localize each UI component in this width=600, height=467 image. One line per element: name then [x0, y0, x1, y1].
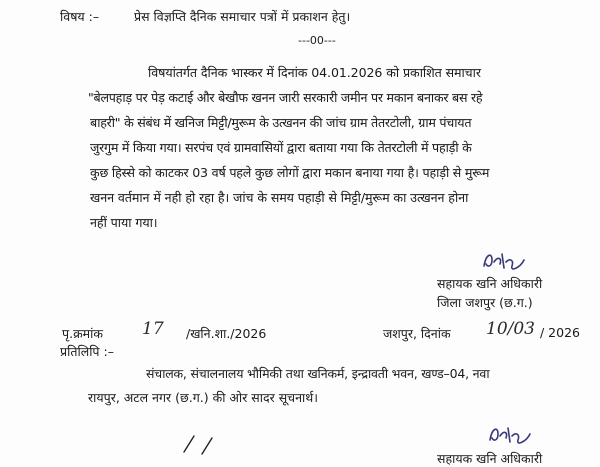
- signatory-office: जिला जशपुर (छ.ग.): [437, 295, 533, 310]
- signature-mark: [480, 248, 528, 274]
- subject-label: विषय :–: [60, 9, 100, 24]
- body-line: कुछ हिस्से को काटकर 03 वर्ष पहले कुछ लोगों द्वारा मकान बनाया गया है। पहाड़ी से मुरूम: [90, 165, 490, 180]
- reference-prefix: पृ.क्रमांक: [62, 326, 103, 341]
- body-line: जुरगुम में किया गया। सरपंच एवं ग्रामवासियों द्वारा बताया गया कि तेतरटोली में पहाड़ी के: [90, 140, 472, 155]
- copy-line: रायपुर, अटल नगर (छ.ग.) की ओर सादर सूचनार्थ।: [88, 390, 318, 405]
- signature-mark: [486, 424, 534, 448]
- body-line: "बेलपहाड़ पर पेड़ कटाई और बेखौफ खनन जारी सरकारी जमीन पर मकान बनाकर बस रहे: [88, 90, 483, 105]
- tick-marks: [180, 430, 230, 460]
- copy-line: संचालक, संचालनालय भौमिकी तथा खनिकर्म, इन्द्रावती भवन, खण्ड–04, नवा: [146, 366, 490, 381]
- reference-file: /खनि.शा./2026: [186, 326, 267, 341]
- place-date-label: जशपुर, दिनांक: [383, 326, 451, 341]
- subject-text: प्रेस विज्ञप्ति दैनिक समाचार पत्रों में प्रकाशन हेतु।: [134, 9, 351, 24]
- reference-year: / 2026: [540, 325, 580, 340]
- body-line: नहीं पाया गया।: [90, 215, 158, 230]
- reference-number: 17: [142, 319, 164, 339]
- handwritten-date: 10/03: [486, 319, 535, 339]
- separator: ---00---: [298, 34, 336, 47]
- body-line: खनन वर्तमान में नही हो रहा है। जांच के समय पहाड़ी से मिट्टी/मुरूम का उत्खनन होना: [90, 190, 469, 205]
- body-line: बाहरी" के संबंध में खनिज मिट्टी/मुरूम के उत्खनन की जांच ग्राम तेतरटोली, ग्राम पंचायत: [90, 115, 472, 130]
- copy-label: प्रतिलिपि :–: [60, 344, 114, 359]
- body-line: विषयांतर्गत दैनिक भास्कर में दिनांक 04.01.2026 को प्रकाशित समाचार: [148, 65, 481, 80]
- signatory-designation: सहायक खनि अधिकारी: [437, 276, 543, 291]
- footer-signatory-designation: सहायक खनि अधिकारी: [437, 451, 543, 466]
